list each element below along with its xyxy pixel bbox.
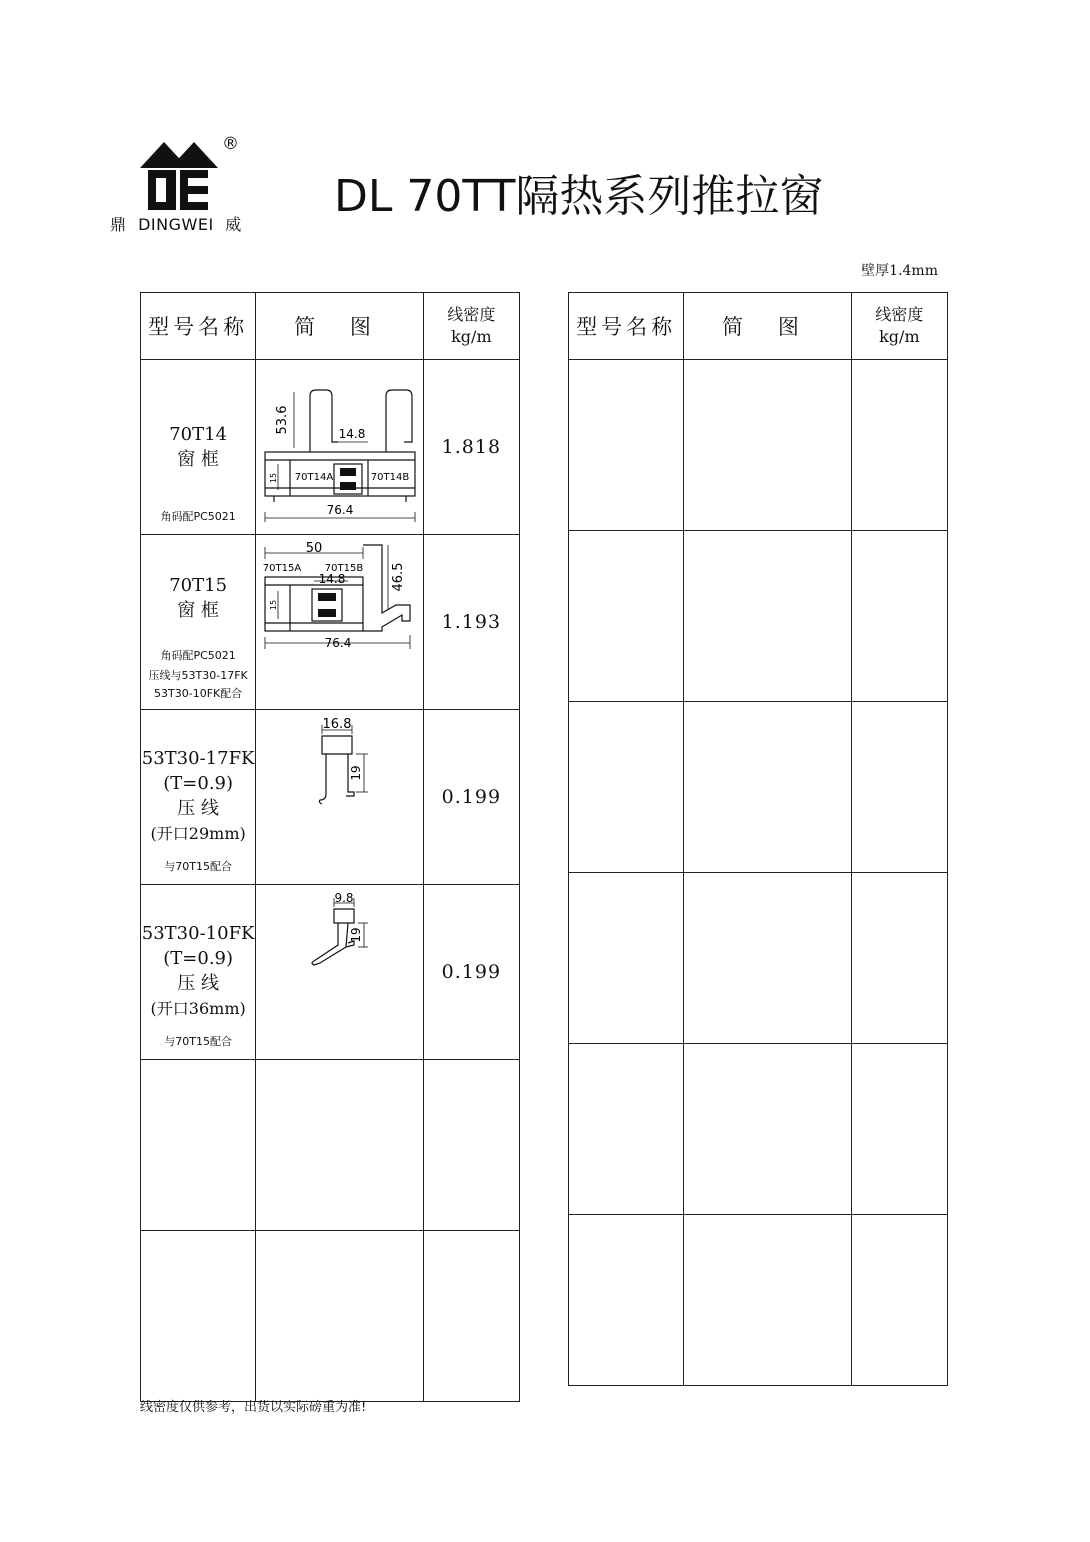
col-model-name: 型号名称 xyxy=(569,293,684,360)
empty-cell xyxy=(256,1060,423,1231)
model-code: 53T30-10FK xyxy=(141,923,255,944)
empty-cell xyxy=(569,1215,684,1386)
col-density xyxy=(851,293,947,360)
brand-right: 威 xyxy=(225,215,242,234)
dim-top: 50 xyxy=(306,541,323,556)
col-drawing: 简 图 xyxy=(256,293,423,360)
table-row xyxy=(141,885,520,1060)
empty-cell xyxy=(851,531,947,702)
empty-cell xyxy=(851,873,947,1044)
empty-cell xyxy=(684,702,851,873)
empty-cell xyxy=(851,702,947,873)
model-note: 与70T15配合 xyxy=(164,1035,232,1048)
col-density-unit: kg/m xyxy=(451,327,492,346)
dim-height: 46.5 xyxy=(391,562,407,592)
table-row-empty xyxy=(569,1044,948,1215)
dim-small: 15 xyxy=(269,599,279,611)
table-row xyxy=(141,535,520,710)
table-row-empty xyxy=(569,873,948,1044)
table-header-row xyxy=(141,293,520,360)
profile-53t30-10fk-drawing xyxy=(256,885,423,1055)
model-note: 53T30-10FK配合 xyxy=(154,687,243,700)
model-cell xyxy=(141,360,256,535)
table-row xyxy=(141,360,520,535)
model-note: 压线与53T30-17FK xyxy=(148,669,248,682)
empty-cell xyxy=(851,1044,947,1215)
model-spec: (T=0.9) xyxy=(163,773,234,794)
registered-mark: ® xyxy=(222,134,239,154)
empty-cell xyxy=(851,360,947,531)
page-title: DL 70TT隔热系列推拉窗 xyxy=(334,171,824,222)
col-density-label: 线密度 xyxy=(875,305,924,324)
wall-thickness: 壁厚1.4mm xyxy=(861,263,938,279)
part-b-label: 70T15B xyxy=(325,563,364,574)
empty-cell xyxy=(684,873,851,1044)
density-cell: 0.199 xyxy=(423,710,519,885)
brand-text xyxy=(110,212,242,235)
empty-cell xyxy=(684,531,851,702)
col-density-unit: kg/m xyxy=(879,327,920,346)
empty-cell xyxy=(684,1044,851,1215)
model-note: 与70T15配合 xyxy=(164,860,232,873)
model-opening: (开口29mm) xyxy=(150,824,246,843)
model-note: 角码配PC5021 xyxy=(160,649,236,662)
empty-cell xyxy=(569,702,684,873)
table-header-row xyxy=(569,293,948,360)
empty-cell xyxy=(569,360,684,531)
empty-cell xyxy=(141,1060,256,1231)
model-code: 70T14 xyxy=(169,424,228,445)
profile-53t30-17fk-drawing xyxy=(256,710,423,880)
table-row-empty xyxy=(569,360,948,531)
model-spec: (T=0.9) xyxy=(163,948,234,969)
model-type: 压 线 xyxy=(177,973,220,994)
drawing-cell xyxy=(256,710,423,885)
col-density xyxy=(423,293,519,360)
brand-name: DINGWEI xyxy=(138,215,214,234)
table-row-empty xyxy=(569,1215,948,1386)
model-type: 压 线 xyxy=(177,798,220,819)
dim-width: 76.4 xyxy=(324,636,352,650)
drawing-cell xyxy=(256,535,423,710)
table-row xyxy=(141,710,520,885)
drawing-cell xyxy=(256,360,423,535)
part-a-label: 70T14A xyxy=(295,472,334,483)
table-row-empty xyxy=(141,1060,520,1231)
part-a-label: 70T15A xyxy=(263,563,302,574)
density-cell: 1.818 xyxy=(423,360,519,535)
empty-cell xyxy=(569,1044,684,1215)
model-cell xyxy=(141,710,256,885)
col-density-label: 线密度 xyxy=(447,305,496,324)
table-row-empty xyxy=(569,702,948,873)
empty-cell xyxy=(569,873,684,1044)
dim-width: 76.4 xyxy=(326,503,354,517)
empty-cell xyxy=(423,1231,519,1402)
brand-left: 鼎 xyxy=(110,215,127,234)
model-cell xyxy=(141,885,256,1060)
density-cell: 0.199 xyxy=(423,885,519,1060)
model-cell xyxy=(141,535,256,710)
profile-table-right xyxy=(568,292,948,1386)
col-model-name: 型号名称 xyxy=(141,293,256,360)
dim-width: 16.8 xyxy=(322,717,352,732)
drawing-cell xyxy=(256,885,423,1060)
dim-small: 15 xyxy=(269,472,279,484)
dim-height: 19 xyxy=(349,927,364,943)
empty-cell xyxy=(851,1215,947,1386)
model-type: 窗 框 xyxy=(177,449,220,470)
profile-table-left xyxy=(140,292,520,1402)
dim-gap: 14.8 xyxy=(338,427,366,441)
model-type: 窗 框 xyxy=(177,600,220,621)
table-row-empty xyxy=(141,1231,520,1402)
dim-width: 9.8 xyxy=(334,891,354,905)
empty-cell xyxy=(423,1060,519,1231)
profile-70t15-drawing xyxy=(256,535,423,705)
dim-height: 53.6 xyxy=(275,405,291,435)
empty-cell xyxy=(684,1215,851,1386)
model-opening: (开口36mm) xyxy=(150,999,246,1018)
model-note: 角码配PC5021 xyxy=(160,510,236,523)
model-code: 53T30-17FK xyxy=(141,748,255,769)
empty-cell xyxy=(684,360,851,531)
dim-gap: 14.8 xyxy=(318,572,346,586)
col-drawing: 简 图 xyxy=(684,293,851,360)
part-b-label: 70T14B xyxy=(371,472,410,483)
profile-70t14-drawing xyxy=(256,360,423,530)
empty-cell xyxy=(141,1231,256,1402)
empty-cell xyxy=(256,1231,423,1402)
footer-disclaimer: 线密度仅供参考，出货以实际磅重为准! xyxy=(140,1400,367,1415)
table-row-empty xyxy=(569,531,948,702)
dim-height: 19 xyxy=(349,765,364,781)
model-code: 70T15 xyxy=(169,575,228,596)
density-cell: 1.193 xyxy=(423,535,519,710)
empty-cell xyxy=(569,531,684,702)
